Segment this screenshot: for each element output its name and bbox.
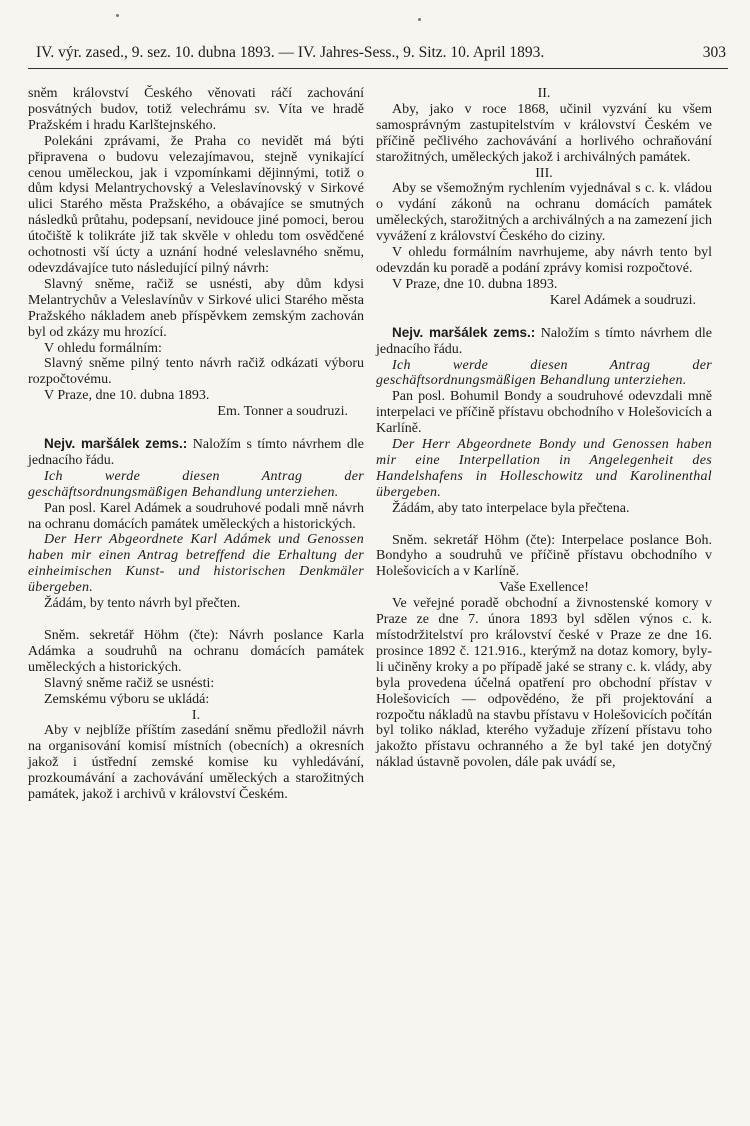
- german-paragraph: Ich werde diesen Antrag der geschäftsordnungsmäßigen Behandlung unterziehen.: [28, 468, 364, 500]
- german-paragraph: Ich werde diesen Antrag der geschäftsordnungsmäßigen Behandlung unterziehen.: [376, 357, 712, 389]
- paragraph: Aby, jako v roce 1868, učinil vyzvání ku všem samosprávným zastupitelstvím v království Českém ve příčině pečlivého zachovávání a horlivého ochraňování starožitných, uměleckých jakož i archiválných památek.: [376, 101, 712, 165]
- speech-text: Interpelace poslance Boh. Bondyho a soudruhů ve příčině přístavu obchodního v Holešovicích a v Karlíně.: [376, 532, 712, 580]
- speaker-name: Nejv. maršálek zems.:: [44, 436, 188, 452]
- paragraph: Aby se všemožným rychlením vyjednával s c. k. vládou o vydání zákonů na ochranu domácích památek uměleckých, starožitných a archiválných a na zamezení jich vyvážení z království Českého do ciziny.: [376, 181, 712, 245]
- speech-text: Naložím s tímto návrhem dle jednacího řádu.: [28, 437, 364, 468]
- signature: Em. Tonner a soudruzi.: [217, 404, 348, 420]
- spacer: [28, 612, 364, 628]
- date-line: V Praze, dne 10. dubna 1893.: [392, 276, 558, 292]
- paragraph: Slavný sněme pilný tento návrh račiž odkázati výboru rozpočtovému.: [28, 356, 364, 388]
- left-column: [28, 86, 364, 803]
- paragraph: Pan posl. Karel Adámek a soudruhové podali mně návrh na ochranu domácích památek uměleckých a historických.: [28, 500, 364, 532]
- header-title: IV. výr. zased., 9. sez. 10. dubna 1893. — IV. Jahres-Sess., 9. Sitz. 10. April 1893.: [36, 44, 545, 61]
- right-column: [376, 86, 712, 771]
- date-line: V Praze, dne 10. dubna 1893.: [44, 388, 210, 404]
- section-number: II.: [537, 86, 551, 101]
- speech-text: Návrh poslance Karla Adámka a soudruhů na ochranu domácích památek uměleckých a historických.: [28, 628, 364, 675]
- spacer: [28, 420, 364, 436]
- paragraph: Ve veřejné poradě obchodní a živnostenské komory v Praze ze dne 7. února 1893 byl sdělen výnos c. k. místodržitelství pro království české v Praze ze dne 16. prosince 1892 č. 121.916., kterýmž na dotaz komory, byly-li učiněny kroky a po případě jaké se strany c. k. vlády, aby byla provedena účelná opatření pro obchodní přístav v Holešovicích — odpovědéno, že při projektování a rozpočtu nákladů na stavbu přístavu v Holešovicích počítán byl toliko náklad, kterého vyžaduje zřízení přístavu toho jakožto přístavu ochranného a že byl také jen dotyčný náklad ústavně povolen, dále pak uvádí se,: [376, 596, 712, 771]
- paragraph: Aby v nejblíže příštím zasedání sněmu předložil návrh na organisování komisí místních (obecních) a okresních jakož i ústřední zemské komise ku vyhledávání, prozkoumávání a zachovávání uměleckých a starožitných památek, jakož i archivů v království Českém.: [28, 723, 364, 803]
- german-paragraph: Der Herr Abgeordnete Bondy und Genossen haben mir eine Interpellation in Angelegenheit des Handelshafens in Holleschowitz und Karolinenthal übergeben.: [376, 437, 712, 500]
- paragraph: Slavný sněme račiž se usnésti:: [44, 675, 215, 691]
- paragraph: Polekáni zprávami, že Praha co nevidět má býti připravena o budovu velezajímavou, stejně vynikající cenou uměleckou, jak i vzpomínkami dějinnými, totiž o dům kdysi Melantrychovský a Veleslavínovský v Sirkové ulici Starého města Pražského, a obávajíce se smutných následků průtahu, podepsaní, nevidouce jiné pomoci, berou útočiště k tolikráte již tak skvěle v ohledu tom osvědčené ochotnosti vší úcty a uznání hodné veleslavného sněmu, odevzdávajíce tuto následující pilný návrh:: [28, 133, 364, 276]
- speaker-name: Nejv. maršálek zems.:: [392, 324, 536, 340]
- scan-speck: [418, 18, 421, 21]
- page-number: 303: [702, 44, 726, 61]
- speaker-name: Sněm. sekretář Höhm (čte):: [44, 628, 219, 643]
- speech-text: Naložím s tímto návrhem dle jednacího řádu.: [376, 325, 712, 357]
- paragraph: sněm království Českého věnovati ráčí zachování posvátných budov, totiž velechrámu sv. Víta ve hradě Pražském i hradu Karlštejnského.: [28, 86, 364, 133]
- section-number: I.: [191, 707, 201, 723]
- scan-speck: [116, 14, 119, 17]
- paragraph: V ohledu formálním:: [44, 340, 162, 356]
- paragraph: Pan posl. Bohumil Bondy a soudruhové odevzdali mně interpelaci ve příčině přístavu obchodního v Holešovicích a Karlíně.: [376, 389, 712, 437]
- paragraph: Žádám, by tento návrh byl přečten.: [44, 596, 241, 612]
- section-number: III.: [535, 165, 553, 181]
- speaker-name: Sněm. sekretář Höhm (čte):: [392, 532, 556, 548]
- speaker-paragraph: [28, 436, 364, 469]
- spacer: [376, 309, 712, 325]
- speaker-paragraph: [376, 533, 712, 581]
- speaker-paragraph: [28, 628, 364, 676]
- speaker-paragraph: [376, 325, 712, 358]
- paragraph: V ohledu formálním navrhujeme, aby návrh tento byl odevzdán ku poradě a podání zprávy komisi rozpočtové.: [376, 245, 712, 276]
- running-header: [28, 42, 726, 64]
- paragraph: Slavný sněme, račiž se usnésti, aby dům kdysi Melantrychův a Veleslavínův v Sirkové ulici Starého města Pražského nákladem aneb příspěvkem zemským zachován byl od zkázy mu hrozící.: [28, 276, 364, 340]
- header-rule: [28, 68, 728, 69]
- paragraph: Zemskému výboru se ukládá:: [44, 691, 210, 707]
- paragraph: Žádám, aby tato interpelace byla přečtena.: [392, 500, 630, 516]
- signature: Karel Adámek a soudruzi.: [549, 292, 696, 308]
- salutation: Vaše Exellence!: [499, 580, 589, 596]
- spacer: [376, 517, 712, 533]
- german-paragraph: Der Herr Abgeordnete Karl Adámek und Genossen haben mir einen Antrag betreffend die Erhaltung der einheimischen Kunst- und historischen Denkmäler übergeben.: [28, 532, 364, 596]
